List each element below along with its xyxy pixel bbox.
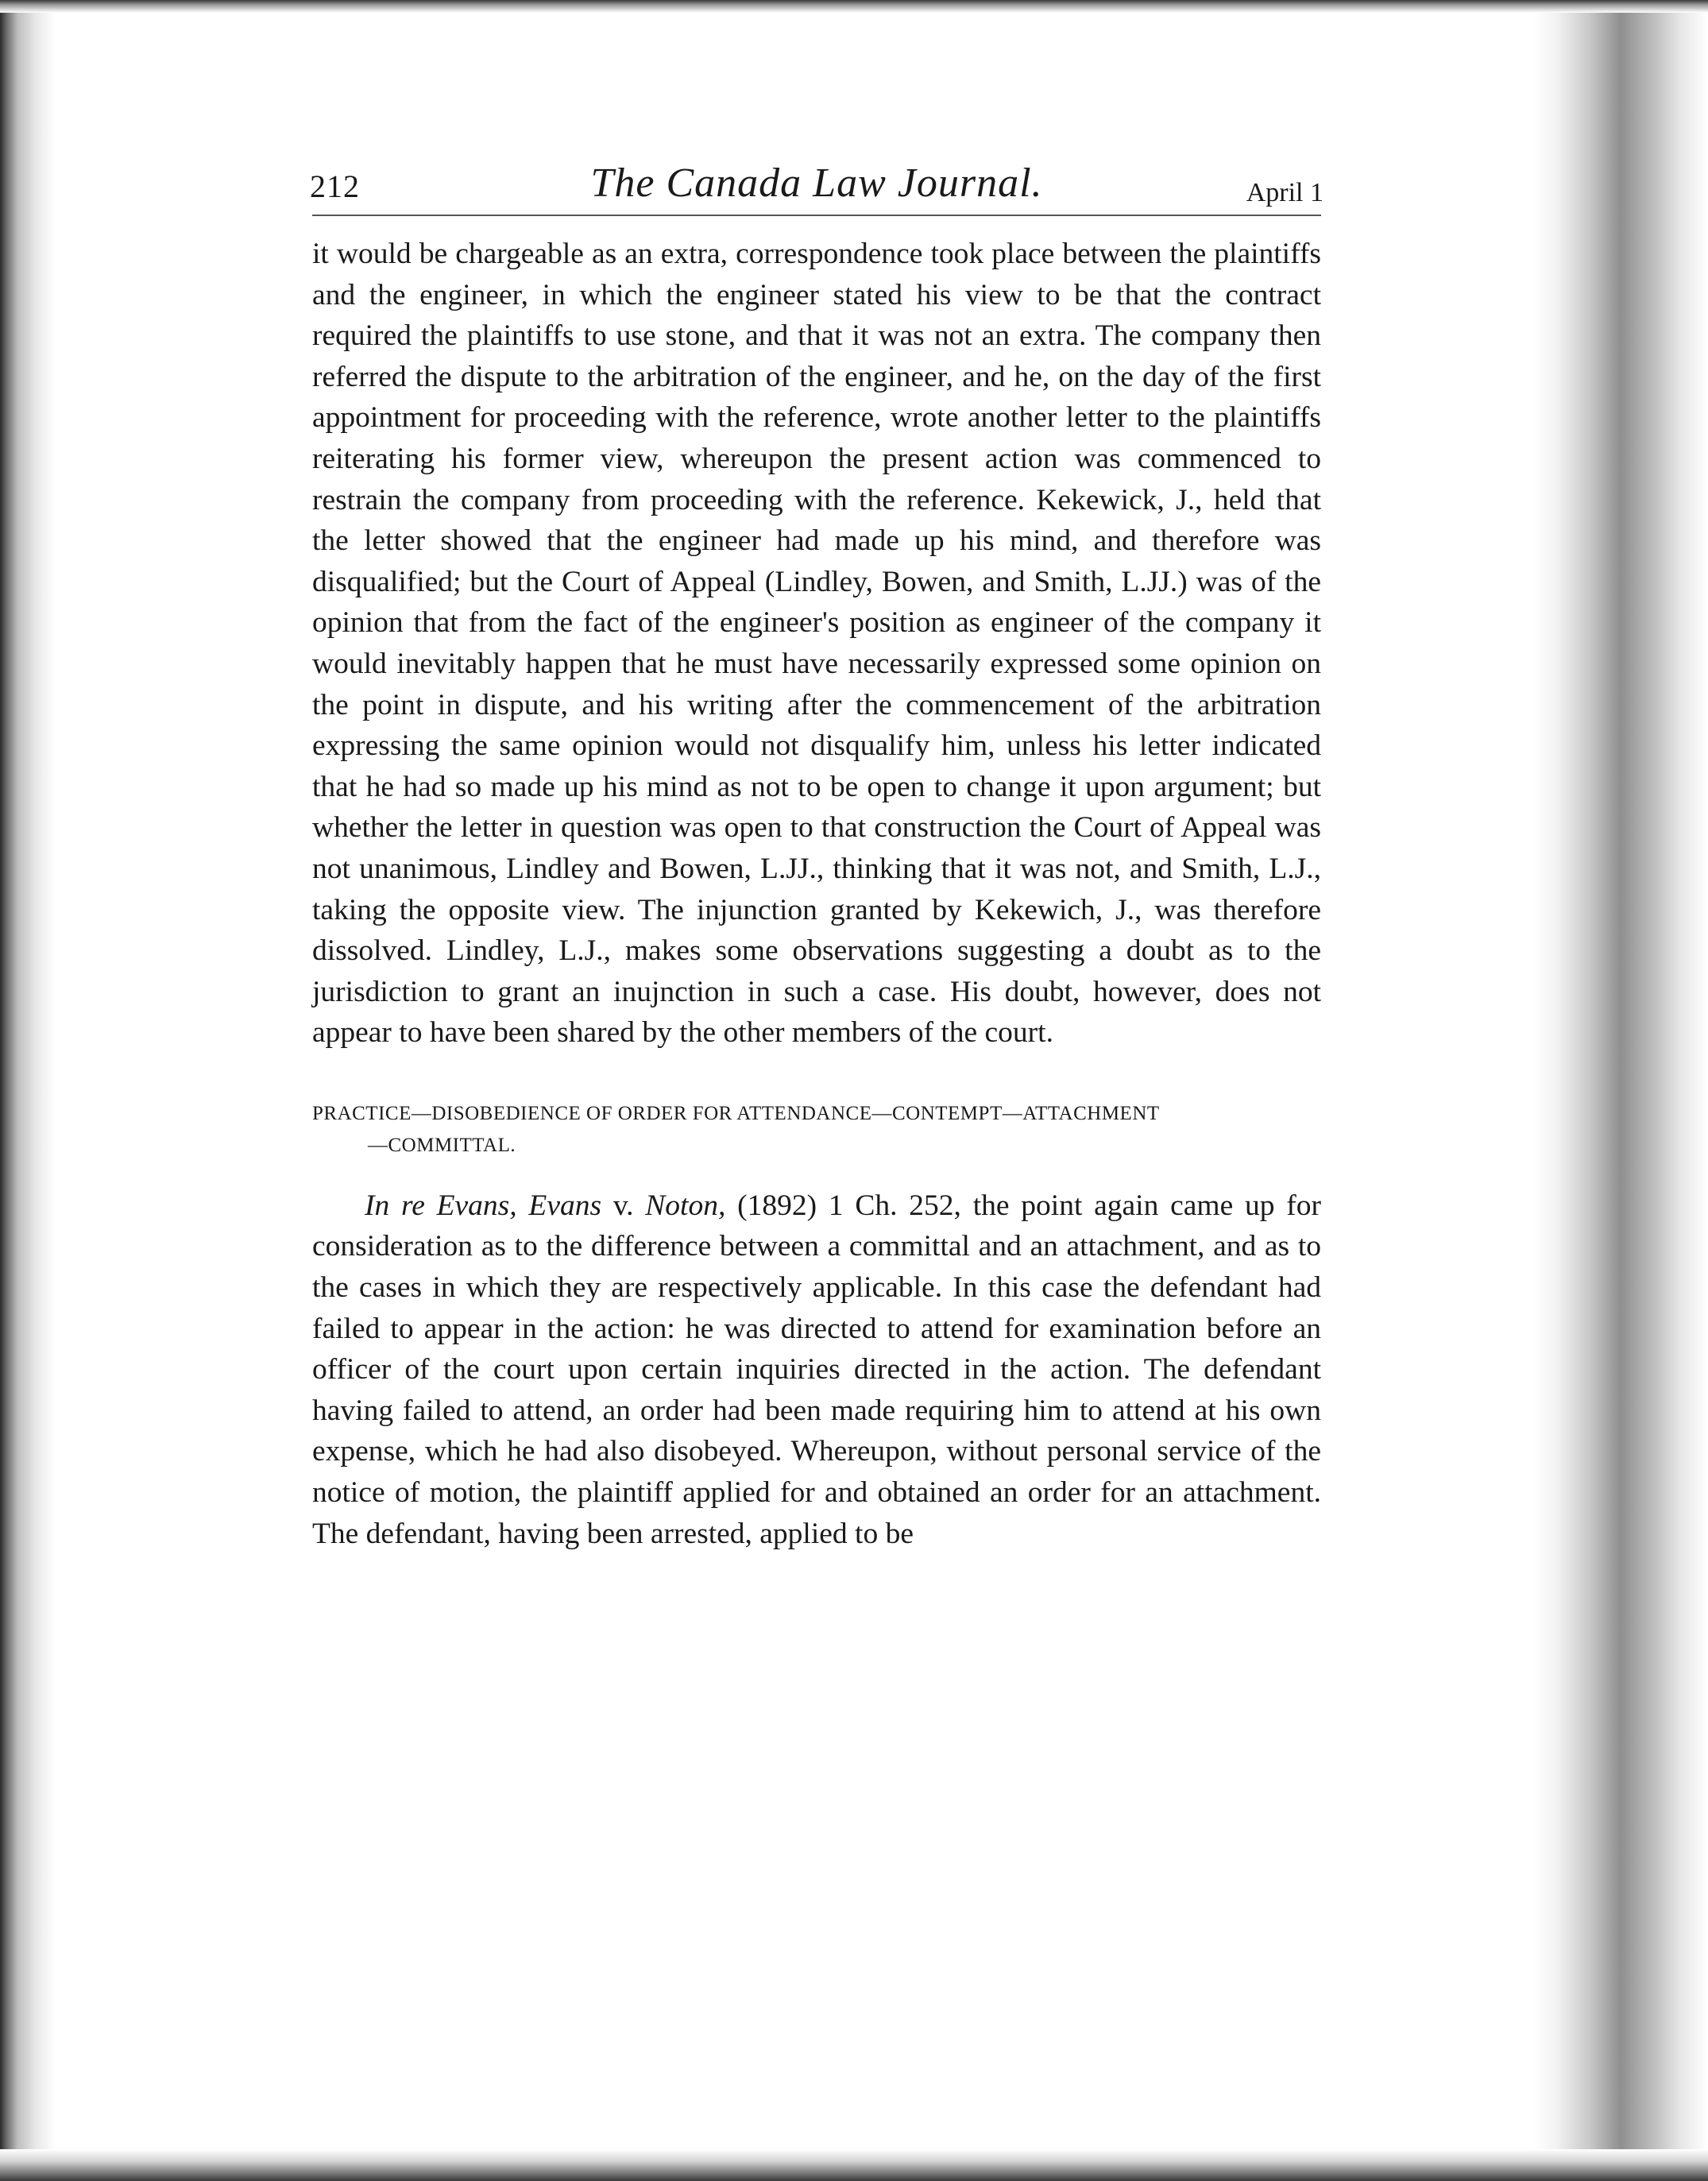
case-defendant: Noton, xyxy=(645,1189,726,1222)
page-number: 212 xyxy=(310,168,360,204)
section-heading-line2: —COMMITTAL. xyxy=(368,1134,516,1156)
case-versus: v. xyxy=(601,1189,646,1222)
case-name: In re Evans, Evans xyxy=(365,1189,602,1222)
running-head xyxy=(310,159,1324,216)
journal-title: The Canada Law Journal. xyxy=(590,160,1043,206)
section-heading xyxy=(312,1098,1321,1162)
case-paragraph xyxy=(312,1185,1321,1554)
case-body: (1892) 1 Ch. 252, the point again came up for consideration as to the difference between a committal and an attachment, and as to the cases in which they are respectively applicable. In this case the defendant had failed to appear in the action: he was directed to attend for examination before an officer of the court upon certain inquiries directed in the action. The defendant having failed to attend, an order had been made requiring him to attend at his own expense, which he had also disobeyed. Whereupon, without personal service of the notice of motion, the plaintiff applied for and obtained an order for an attachment. The defendant, having been arrested, applied to be xyxy=(312,1189,1321,1550)
journal-page xyxy=(310,159,1324,1554)
scan-edge-left xyxy=(0,0,56,2181)
scan-edge-right xyxy=(1533,0,1708,2181)
section-heading-line1: PRACTICE—DISOBEDIENCE OF ORDER FOR ATTENDANCE—CONTEMPT—ATTACHMENT xyxy=(312,1102,1160,1124)
scan-edge-bottom xyxy=(0,2149,1708,2181)
scan-edge-top xyxy=(0,0,1708,13)
body-paragraph-continued: it would be chargeable as an extra, correspondence took place between the plaintiffs and the engineer, in which the engineer stated his view to be that the contract required the plaintiffs to use stone, and that it was not an extra. The company then referred the dispute to the arbitration of the engineer, and he, on the day of the first appointment for proceeding with the reference, wrote another letter to the plaintiffs reiterating his former view, whereupon the present action was commenced to restrain the company from proceeding with the reference. Kekewick, J., held that the letter showed that the engineer had made up his mind, and therefore was disqualified; but the Court of Appeal (Lindley, Bowen, and Smith, L.JJ.) was of the opinion that from the fact of the engineer's position as engineer of the company it would inevitably happen that he must have necessarily expressed some opinion on the point in dispute, and his writing after the commencement of the arbitration expressing the same opinion would not disqualify him, unless his letter indicated that he had so made up his mind as not to be open to change it upon argument; but whether the letter in question was open to that construction the Court of Appeal was not unanimous, Lindley and Bowen, L.JJ., thinking that it was not, and Smith, L.J., taking the opposite view. The injunction granted by Kekewich, J., was therefore dissolved. Lindley, L.J., makes some observations suggesting a doubt as to the jurisdiction to grant an inujnction in such a case. His doubt, however, does not appear to have been shared by the other members of the court. xyxy=(312,238,1321,1050)
issue-date: April 1 xyxy=(1246,178,1324,207)
